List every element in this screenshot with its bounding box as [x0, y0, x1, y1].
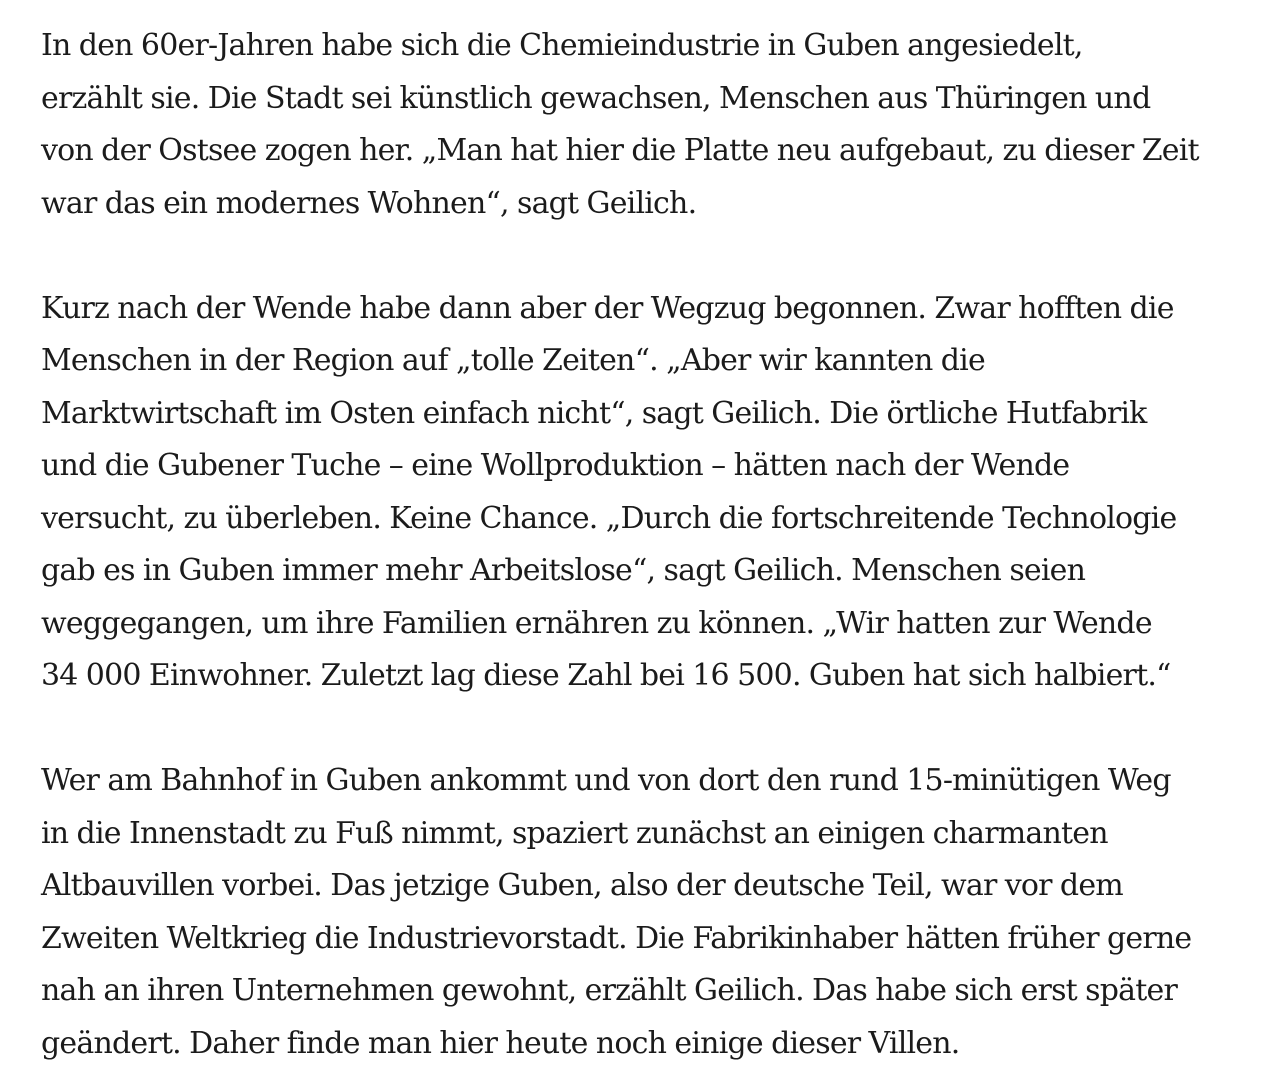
paragraph-line: nah an ihren Unternehmen gewohnt, erzählt Geilich. Das habe sich erst später	[41, 973, 1177, 1008]
paragraph-line: und die Gubener Tuche – eine Wollproduktion – hätten nach der Wende	[41, 448, 1070, 483]
paragraph-line: erzählt sie. Die Stadt sei künstlich gewachsen, Menschen aus Thüringen und	[41, 80, 1151, 116]
paragraph-chemieindustrie	[41, 20, 1266, 230]
paragraph-line: von der Ostsee zogen her. „Man hat hier die Platte neu aufgebaut, zu dieser Zeit	[41, 133, 1199, 168]
paragraph-line: Marktwirtschaft im Osten einfach nicht“, sagt Geilich. Die örtliche Hutfabrik	[41, 395, 1147, 431]
paragraph-wegzug	[41, 283, 1266, 703]
paragraph-line: Altbauvillen vorbei. Das jetzige Guben, also der deutsche Teil, war vor dem	[41, 868, 1123, 903]
paragraph-line: Wer am Bahnhof in Guben ankommt und von dort den rund 15-minütigen Weg	[41, 763, 1171, 798]
article-body	[41, 20, 1266, 1070]
paragraph-line: weggegangen, um ihre Familien ernähren zu können. „Wir hatten zur Wende	[41, 605, 1152, 641]
paragraph-line: gab es in Guben immer mehr Arbeitslose“, sagt Geilich. Menschen seien	[41, 553, 1086, 588]
paragraph-line: Menschen in der Region auf „tolle Zeiten“. „Aber wir kannten die	[41, 343, 985, 378]
paragraph-altbauvillen	[41, 755, 1266, 1070]
paragraph-line: versucht, zu überleben. Keine Chance. „Durch die fortschreitende Technologie	[41, 500, 1177, 536]
paragraph-line: war das ein modernes Wohnen“, sagt Geilich.	[41, 185, 697, 221]
paragraph-line: geändert. Daher finde man hier heute noch einige dieser Villen.	[41, 1025, 960, 1061]
paragraph-line: Zweiten Weltkrieg die Industrievorstadt. Die Fabrikinhaber hätten früher gerne	[41, 920, 1192, 956]
paragraph-line: In den 60er-Jahren habe sich die Chemieindustrie in Guben angesiedelt,	[41, 28, 1083, 63]
paragraph-line: 34 000 Einwohner. Zuletzt lag diese Zahl bei 16 500. Guben hat sich halbiert.“	[41, 658, 1171, 693]
paragraph-line: Kurz nach der Wende habe dann aber der Wegzug begonnen. Zwar hofften die	[41, 290, 1174, 326]
paragraph-line: in die Innenstadt zu Fuß nimmt, spaziert zunächst an einigen charmanten	[41, 815, 1108, 851]
